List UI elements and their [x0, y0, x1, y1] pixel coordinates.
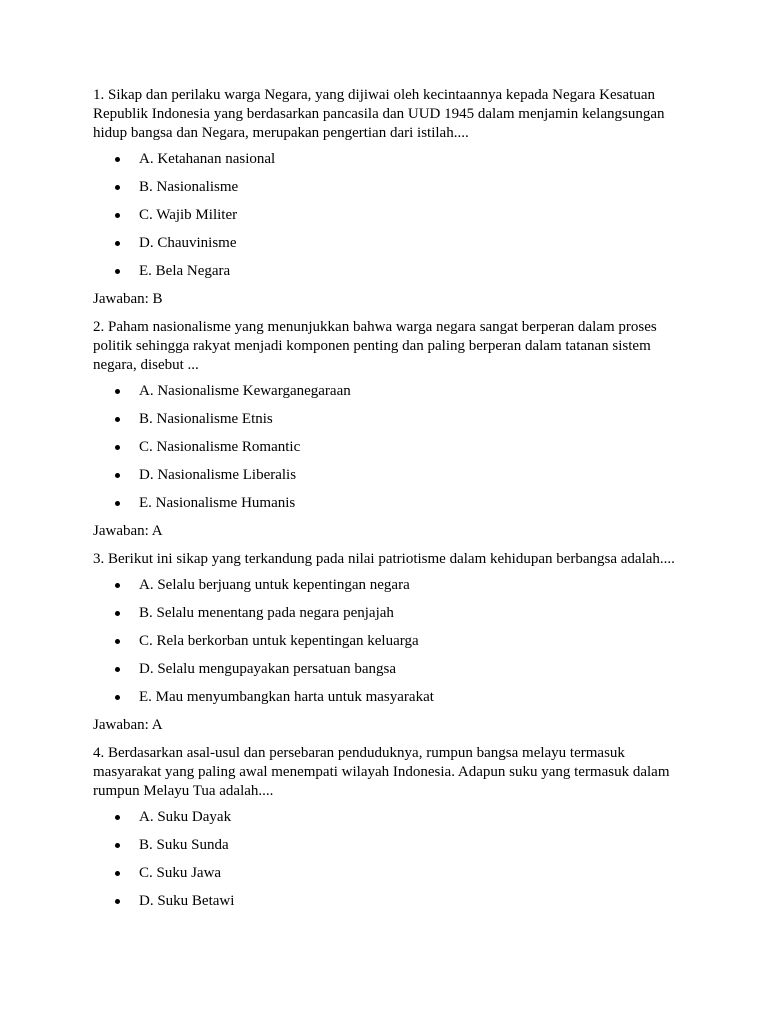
- option-label: E. Bela Negara: [139, 263, 231, 279]
- option-item: [93, 892, 693, 920]
- question-block-3: [93, 550, 693, 735]
- option-item: [93, 206, 693, 234]
- option-label: A. Suku Dayak: [139, 809, 232, 825]
- bullet-icon: [115, 157, 120, 162]
- option-item: [93, 234, 693, 262]
- option-item: [93, 660, 693, 688]
- option-item: [93, 632, 693, 660]
- question-text: 3. Berikut ini sikap yang terkandung pada nilai patriotisme dalam kehidupan berbangsa adalah....: [93, 551, 675, 567]
- option-item: [93, 466, 693, 494]
- question-text: 2. Paham nasionalisme yang menunjukkan bahwa warga negara sangat berperan dalam proses politik sehingga rakyat menjadi komponen penting dan paling berperan dalam tatanan sistem negara, disebut ...: [93, 319, 657, 373]
- option-label: C. Suku Jawa: [139, 865, 222, 881]
- option-item: [93, 808, 693, 836]
- option-item: [93, 438, 693, 466]
- option-label: B. Suku Sunda: [139, 837, 229, 853]
- option-label: D. Selalu mengupayakan persatuan bangsa: [139, 661, 396, 677]
- bullet-icon: [115, 611, 120, 616]
- bullet-icon: [115, 213, 120, 218]
- option-item: [93, 262, 693, 290]
- bullet-icon: [115, 583, 120, 588]
- bullet-icon: [115, 445, 120, 450]
- answer-text: Jawaban: B: [93, 291, 163, 307]
- option-item: [93, 604, 693, 632]
- option-item: [93, 150, 693, 178]
- option-list: [93, 808, 693, 920]
- option-label: E. Nasionalisme Humanis: [139, 495, 296, 511]
- option-label: A. Selalu berjuang untuk kepentingan negara: [139, 577, 410, 593]
- bullet-icon: [115, 501, 120, 506]
- option-item: [93, 382, 693, 410]
- bullet-icon: [115, 639, 120, 644]
- option-item: [93, 864, 693, 892]
- option-list: [93, 382, 693, 522]
- option-label: C. Wajib Militer: [139, 207, 238, 223]
- question-text: 1. Sikap dan perilaku warga Negara, yang dijiwai oleh kecintaannya kepada Negara Kesatuan Republik Indonesia yang berdasarkan pancasila dan UUD 1945 dalam menjamin kelangsungan hidup bangsa dan Negara, merupakan pengertian dari istilah....: [93, 87, 665, 141]
- bullet-icon: [115, 667, 120, 672]
- option-label: B. Nasionalisme Etnis: [139, 411, 273, 427]
- bullet-icon: [115, 871, 120, 876]
- option-item: [93, 178, 693, 206]
- bullet-icon: [115, 815, 120, 820]
- question-block-4: [93, 744, 693, 920]
- option-list: [93, 576, 693, 716]
- option-label: B. Selalu menentang pada negara penjajah: [139, 605, 394, 621]
- document-page: [93, 86, 693, 920]
- bullet-icon: [115, 695, 120, 700]
- question-block-2: [93, 318, 693, 541]
- option-label: C. Nasionalisme Romantic: [139, 439, 301, 455]
- option-label: E. Mau menyumbangkan harta untuk masyarakat: [139, 689, 434, 705]
- option-item: [93, 494, 693, 522]
- bullet-icon: [115, 389, 120, 394]
- bullet-icon: [115, 473, 120, 478]
- answer-text: Jawaban: A: [93, 523, 163, 539]
- question-block-1: [93, 86, 693, 309]
- answer-text: Jawaban: A: [93, 717, 163, 733]
- option-label: C. Rela berkorban untuk kepentingan keluarga: [139, 633, 419, 649]
- option-item: [93, 688, 693, 716]
- option-label: A. Nasionalisme Kewarganegaraan: [139, 383, 351, 399]
- bullet-icon: [115, 417, 120, 422]
- option-label: A. Ketahanan nasional: [139, 151, 276, 167]
- option-list: [93, 150, 693, 290]
- question-text: 4. Berdasarkan asal-usul dan persebaran penduduknya, rumpun bangsa melayu termasuk masyarakat yang paling awal menempati wilayah Indonesia. Adapun suku yang termasuk dalam rumpun Melayu Tua adalah....: [93, 745, 670, 799]
- bullet-icon: [115, 185, 120, 190]
- option-item: [93, 410, 693, 438]
- bullet-icon: [115, 843, 120, 848]
- bullet-icon: [115, 899, 120, 904]
- option-label: D. Chauvinisme: [139, 235, 237, 251]
- bullet-icon: [115, 241, 120, 246]
- bullet-icon: [115, 269, 120, 274]
- option-item: [93, 836, 693, 864]
- option-item: [93, 576, 693, 604]
- option-label: D. Suku Betawi: [139, 893, 235, 909]
- option-label: B. Nasionalisme: [139, 179, 239, 195]
- option-label: D. Nasionalisme Liberalis: [139, 467, 297, 483]
